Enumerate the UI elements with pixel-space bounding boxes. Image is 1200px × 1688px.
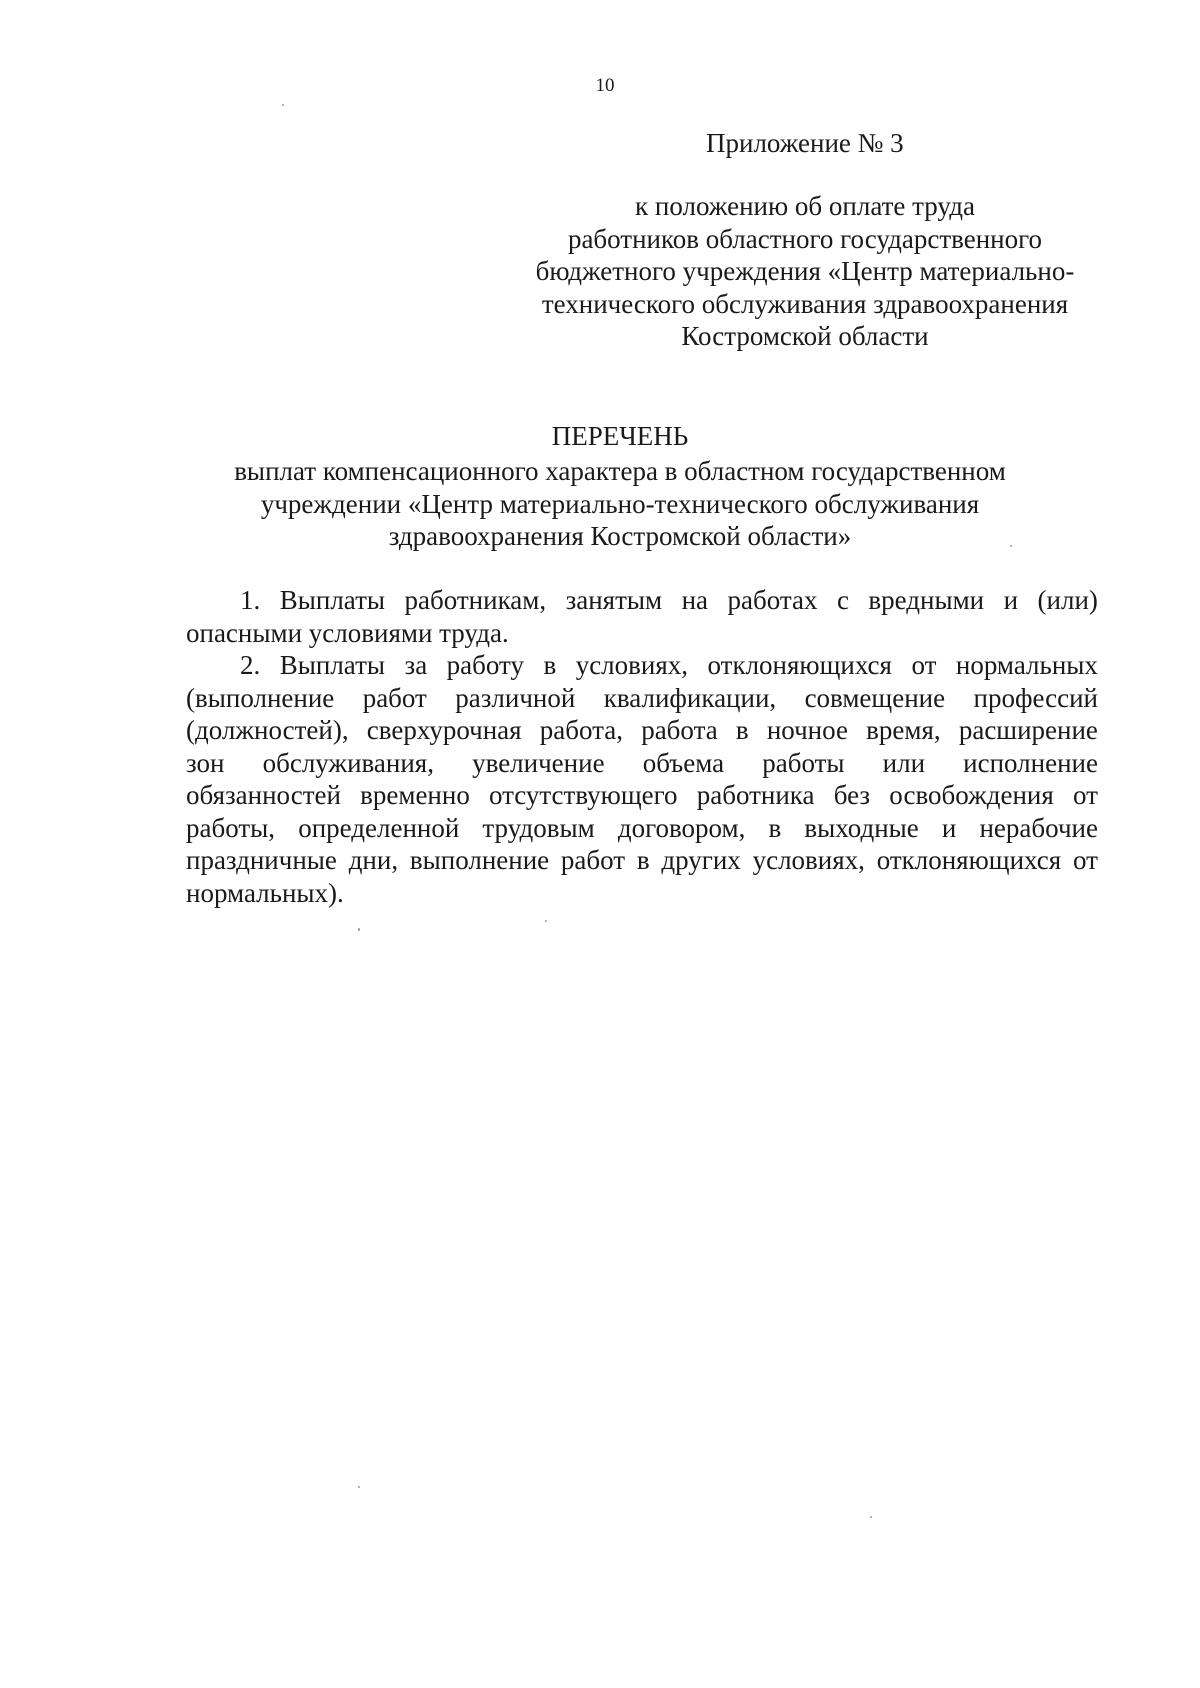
appendix-line: к положению об оплате труда: [635, 191, 975, 221]
paragraph-word: обслуживания,: [262, 747, 434, 778]
paragraph-word: (выполнение: [186, 682, 335, 713]
paragraph-word: обязанностей: [186, 780, 341, 810]
paragraph-word: квалификации,: [603, 682, 777, 713]
paragraph-word: отсутствующего: [489, 780, 678, 810]
paragraph-word: различной: [455, 682, 576, 713]
paragraph-word: работа,: [539, 715, 623, 745]
paragraph-line: [186, 617, 1098, 650]
subheading-line: здравоохранения Костромской области»: [388, 521, 852, 551]
paragraph-word: 2.: [240, 650, 261, 680]
paragraph-line-text: нормальных).: [186, 877, 344, 908]
paragraph-word: отклоняющихся: [876, 845, 1062, 875]
paragraph-word: праздничные: [186, 845, 337, 875]
paragraph-word: или: [882, 747, 926, 778]
paragraph-word: работы: [762, 747, 845, 778]
paragraph-line: [186, 747, 1098, 780]
paragraph-word: и: [1003, 585, 1019, 615]
appendix-line: бюджетного учреждения «Центр материально-: [535, 256, 1075, 286]
paragraph-word: работах: [727, 585, 818, 615]
paragraph-word: в: [543, 650, 557, 680]
paragraph-word: (или): [1037, 585, 1098, 615]
scan-speck: [282, 104, 284, 106]
paragraph-word: исполнение: [963, 747, 1098, 778]
paragraph-word: в: [768, 812, 782, 843]
paragraph-word: с: [836, 585, 849, 615]
paragraph-word: от: [911, 650, 937, 680]
paragraph-word: договором,: [617, 812, 746, 843]
subheading-line: учреждении «Центр материально-технического обслуживания: [260, 488, 980, 519]
paragraph-word: дни,: [348, 845, 399, 875]
scan-speck: [870, 1516, 872, 1518]
paragraph-line: [186, 877, 1098, 910]
paragraph-word: Выплаты: [279, 585, 386, 615]
paragraph-word: освобождения: [889, 780, 1054, 810]
paragraph-word: нерабочие: [979, 812, 1098, 843]
paragraph-word: нормальных: [955, 650, 1098, 680]
paragraph-word: за: [404, 650, 428, 680]
paragraph-word: условиях,: [575, 650, 689, 680]
paragraph-word: и: [941, 812, 957, 843]
paragraph-word: время,: [866, 715, 941, 745]
paragraph-word: других: [661, 845, 741, 875]
page-number: 10: [595, 75, 615, 96]
appendix-line: Костромской области: [681, 321, 929, 351]
appendix-reference: [520, 190, 1090, 353]
paragraph-word: расширение: [958, 715, 1098, 745]
paragraph-word: отклоняющихся: [707, 650, 892, 680]
paragraph-word: работ: [560, 845, 626, 875]
paragraph-word: ночное: [766, 715, 848, 745]
paragraph-word: выполнение: [409, 845, 550, 875]
paragraph-line: [186, 779, 1098, 812]
paragraph-word: совмещение: [804, 682, 946, 713]
paragraph-word: временно: [360, 780, 470, 810]
paragraph-word: вредными: [868, 585, 985, 615]
paragraph-word: от: [1072, 845, 1098, 875]
scan-speck: [358, 928, 360, 931]
document-body: [186, 584, 1098, 909]
paragraph-word: работникам,: [404, 585, 547, 615]
paragraph-line: [186, 812, 1098, 845]
paragraph-word: зон: [186, 747, 225, 778]
paragraph-word: 1.: [240, 585, 261, 615]
paragraph-word: увеличение: [472, 747, 605, 778]
paragraph-word: объема: [642, 747, 725, 778]
paragraph-word: работы,: [186, 812, 276, 843]
appendix-title: Приложение № 3: [706, 128, 904, 158]
paragraph-word: сверхурочная: [366, 715, 522, 745]
paragraph-line: [186, 649, 1098, 682]
paragraph-1: [186, 584, 1098, 649]
paragraph-word: на: [681, 585, 709, 615]
scan-speck: [1010, 545, 1012, 547]
paragraph-word: (должностей),: [186, 715, 349, 745]
appendix-line: работников областного государственного: [567, 223, 1043, 254]
paragraph-line: [186, 682, 1098, 715]
document-subheading: [0, 455, 1200, 553]
paragraph-word: работника: [696, 780, 815, 810]
scan-speck: [545, 920, 547, 922]
paragraph-word: Выплаты: [279, 650, 386, 680]
scan-speck: [358, 1486, 360, 1488]
paragraph-word: работу: [446, 650, 524, 680]
paragraph-word: определенной: [298, 812, 460, 843]
paragraph-word: профессий: [973, 682, 1098, 713]
subheading-line: выплат компенсационного характера в областном государственном: [234, 456, 1006, 486]
paragraph-line: [186, 714, 1098, 747]
paragraph-line: [186, 844, 1098, 877]
paragraph-word: от: [1072, 780, 1098, 810]
paragraph-word: без: [833, 780, 871, 810]
paragraph-word: работ: [362, 682, 427, 713]
paragraph-2: [186, 649, 1098, 909]
paragraph-word: работа: [641, 715, 718, 745]
paragraph-word: трудовым: [482, 812, 595, 843]
paragraph-word: условиях,: [752, 845, 865, 875]
paragraph-line-text: опасными условиями труда.: [186, 617, 509, 648]
paragraph-word: выходные: [804, 812, 919, 843]
paragraph-word: занятым: [565, 585, 663, 615]
appendix-line: технического обслуживания здравоохранения: [541, 288, 1069, 319]
paragraph-word: в: [735, 715, 749, 745]
document-heading: ПЕРЕЧЕНЬ: [551, 421, 689, 451]
paragraph-word: в: [636, 845, 650, 875]
paragraph-line: [186, 584, 1098, 617]
